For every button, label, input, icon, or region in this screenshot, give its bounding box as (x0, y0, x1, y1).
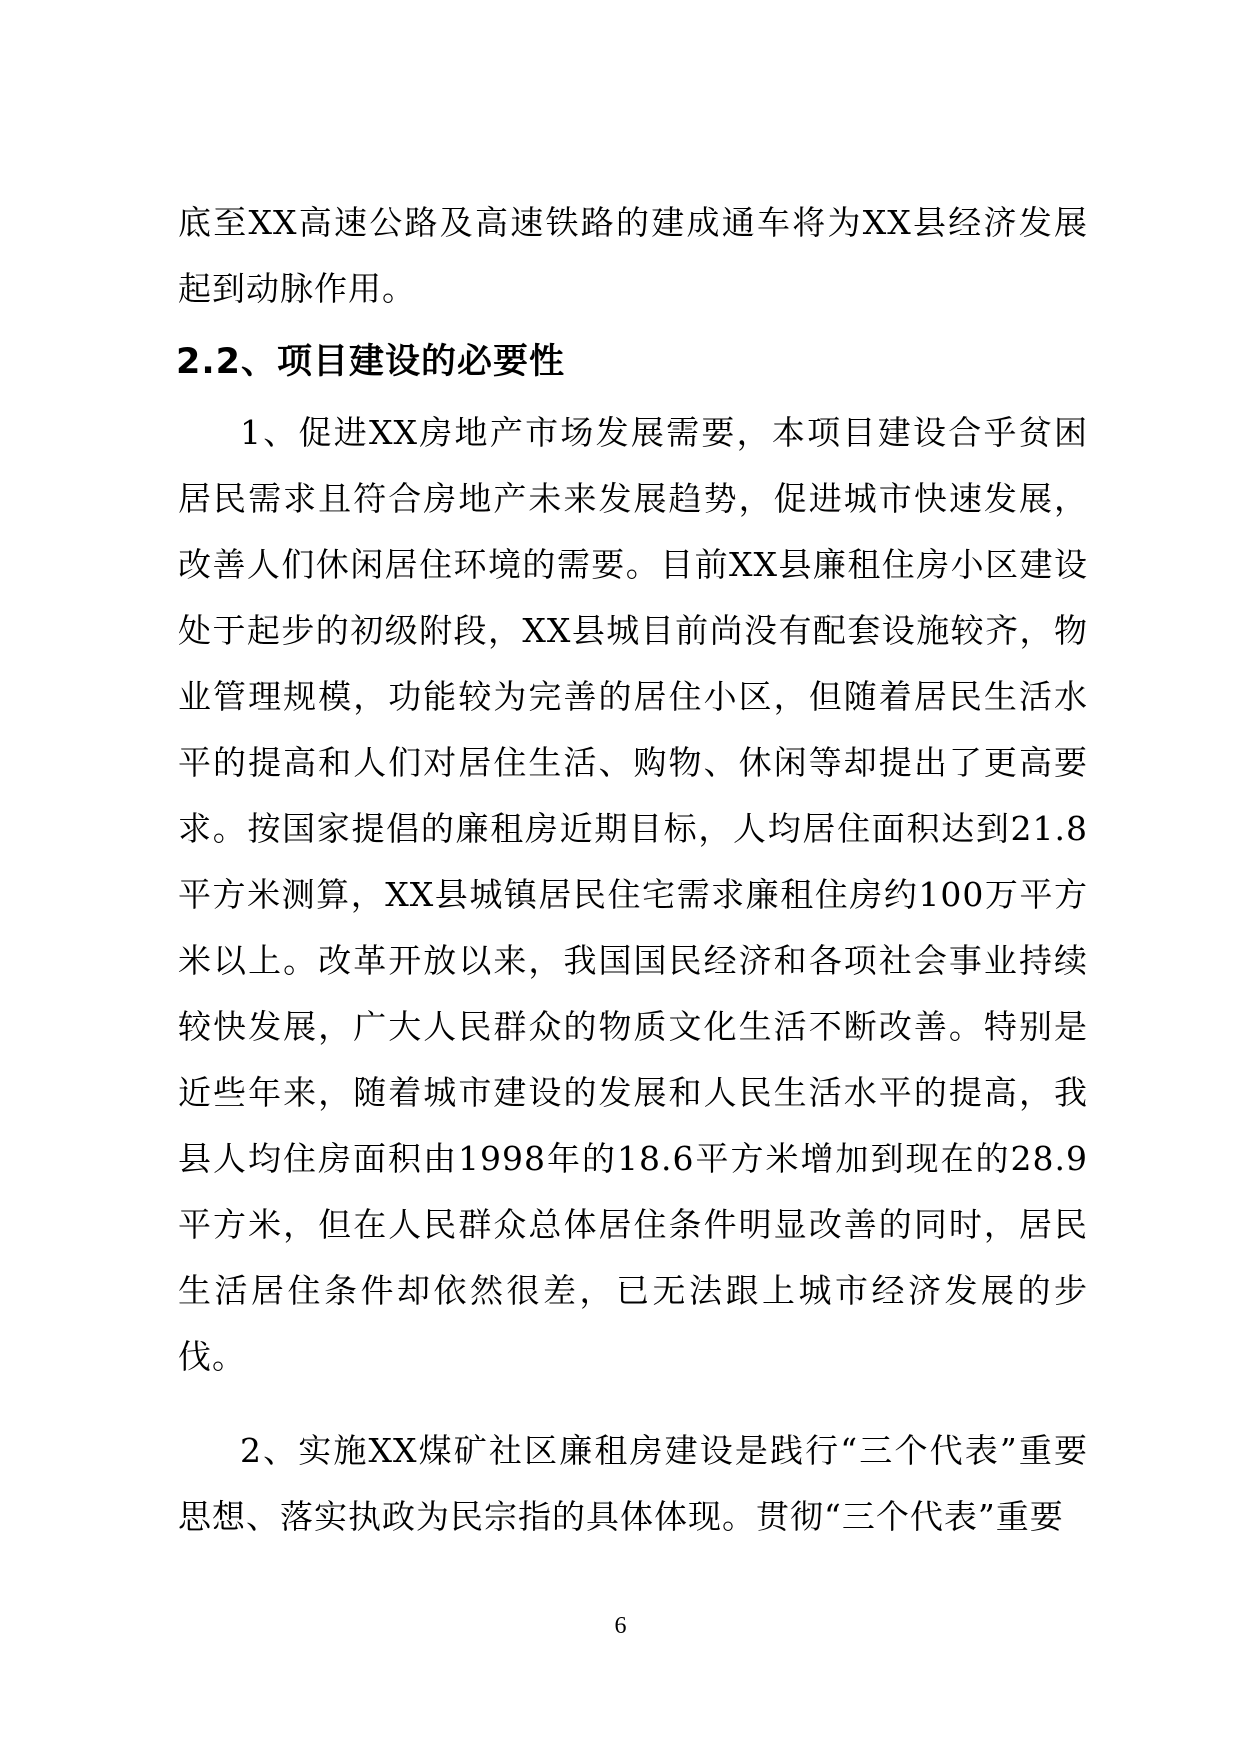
section-heading: 2.2、项目建设的必要性 (176, 342, 566, 382)
body-paragraph-2: 2、实施XX煤矿社区廉租房建设是践行“三个代表”重要思想、落实执政为民宗指的具体体现。贯彻“三个代表”重要 (178, 1431, 1088, 1536)
page-number: 6 (614, 1613, 627, 1639)
intro-paragraph: 底至XX高速公路及高速铁路的建成通车将为XX县经济发展起到动脉作用。 (178, 203, 1088, 308)
body-paragraph-1: 1、促进XX房地产市场发展需要，本项目建设合乎贫困居民需求且符合房地产未来发展趋势，促进城市快速发展，改善人们休闲居住环境的需要。目前XX县廉租住房小区建设处于起步的初级附段，XX县城目前尚没有配套设施较齐，物业管理规模，功能较为完善的居住小区，但随着居民生活水平的提高和人们对居住生活、购物、休闲等却提出了更高要求。按国家提倡的廉租房近期目标，人均居住面积达到21.8平方米测算，XX县城镇居民住宅需求廉租住房约100万平方米以上。改革开放以来，我国国民经济和各项社会事业持续较快发展，广大人民群众的物质文化生活不断改善。特别是近些年来，随着城市建设的发展和人民生活水平的提高，我县人均住房面积由1998年的18.6平方米增加到现在的28.9平方米，但在人民群众总体居住条件明显改善的同时，居民生活居住条件却依然很差，已无法跟上城市经济发展的步伐。 (178, 413, 1088, 1376)
